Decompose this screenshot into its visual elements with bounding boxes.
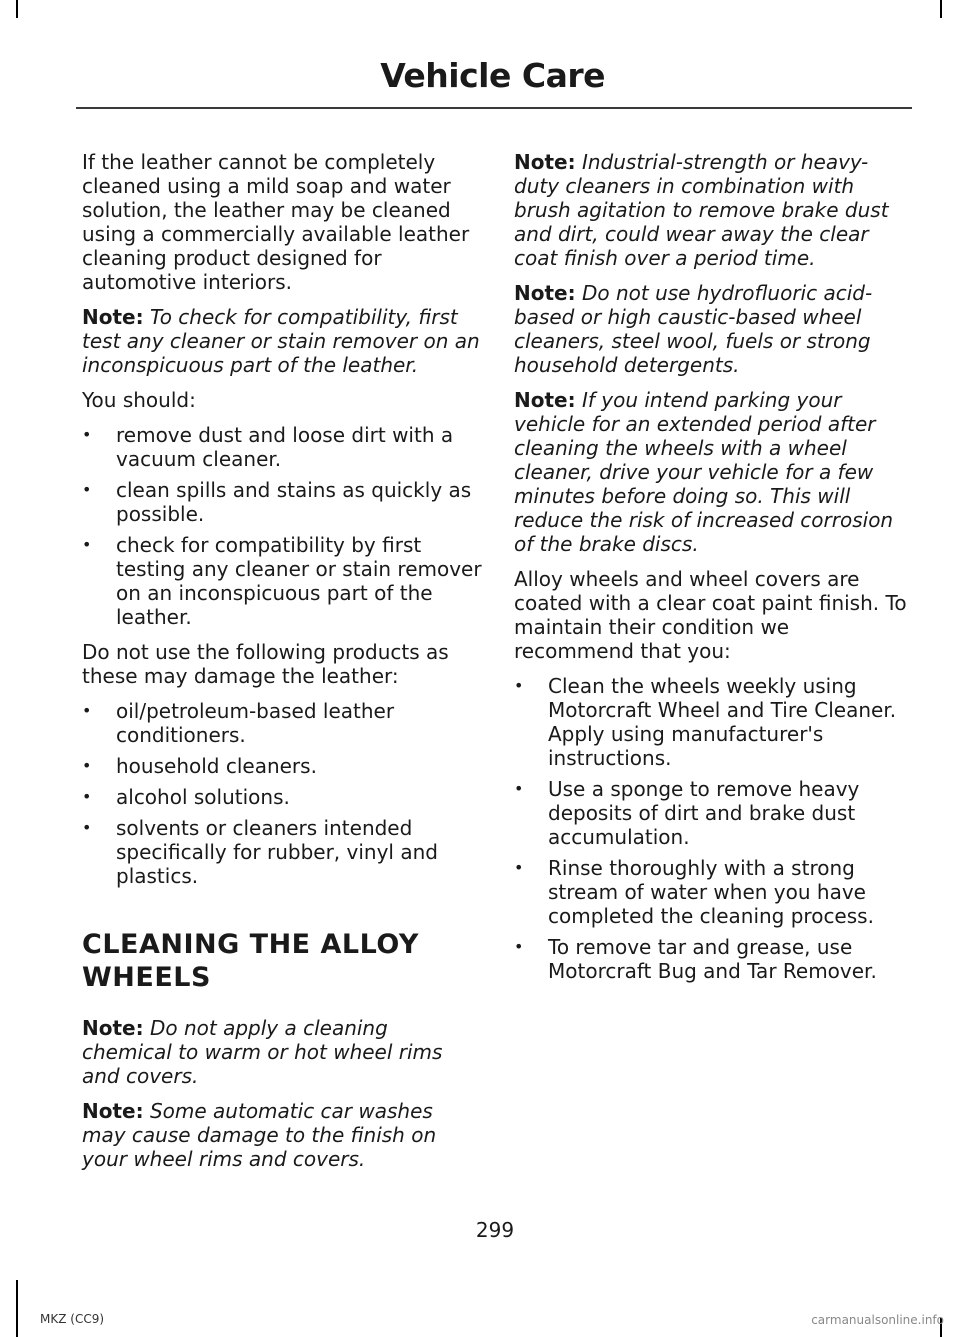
note-parking (514, 388, 910, 556)
note-label: Note: (514, 388, 576, 412)
intro-paragraph: If the leather cannot be completely cleaned using a mild soap and water solution, the leather may be cleaned using a commercially available leather cleaning product designed for automotive interiors. (82, 150, 470, 294)
recommend-list (514, 674, 910, 983)
should-list (82, 423, 482, 629)
list-item: • Clean the wheels weekly using Motorcraft Wheel and Tire Cleaner. Apply using manufacturer's instructions. (514, 674, 910, 770)
header-divider (76, 107, 912, 109)
note-text: Some automatic car washes may cause damage to the finish on your wheel rims and covers. (82, 1099, 437, 1171)
left-column (82, 150, 482, 1182)
note-text: Do not use hydrofluoric acid-based or high caustic-based wheel cleaners, steel wool, fuels or strong household detergents. (514, 281, 873, 377)
note-warm-rims (82, 1016, 482, 1088)
note-hydrofluoric (514, 281, 910, 377)
note-text: If you intend parking your vehicle for an extended period after cleaning the wheels with a wheel cleaner, drive your vehicle for a few minutes before doing so. This will reduce the risk of increased corrosion of the brake discs. (514, 388, 894, 556)
watermark: carmanualsonline.info (811, 1313, 944, 1327)
list-item: • Use a sponge to remove heavy deposits of dirt and brake dust accumulation. (514, 777, 910, 849)
alloy-intro-paragraph: Alloy wheels and wheel covers are coated with a clear coat paint finish. To maintain their condition we recommend that you: (514, 567, 907, 663)
list-item: • Rinse thoroughly with a strong stream of water when you have completed the cleaning process. (514, 856, 910, 928)
note-text: To check for compatibility, first test any cleaner or stain remover on an inconspicuous part of the leather. (82, 305, 480, 377)
note-label: Note: (82, 305, 144, 329)
list-item: • solvents or cleaners intended specifically for rubber, vinyl and plastics. (82, 816, 482, 888)
note-label: Note: (514, 281, 576, 305)
section-heading (82, 928, 482, 994)
footer-model: MKZ (CC9) (40, 1312, 105, 1326)
note-label: Note: (514, 150, 576, 174)
list-item: • clean spills and stains as quickly as possible. (82, 478, 482, 526)
list-item: • oil/petroleum-based leather conditioners. (82, 699, 482, 747)
note-label: Note: (82, 1016, 144, 1040)
note-industrial-cleaners (514, 150, 910, 270)
section-heading-line2: WHEELS (82, 962, 211, 993)
list-item: • remove dust and loose dirt with a vacuum cleaner. (82, 423, 482, 471)
list-item: • alcohol solutions. (82, 785, 482, 809)
you-should-label: You should: (82, 388, 196, 412)
right-column (514, 150, 910, 994)
note-text: Industrial-strength or heavy-duty cleaners in combination with brush agitation to remove brake dust and dirt, could wear away the clear coat finish over a period time. (514, 150, 889, 270)
list-item: • To remove tar and grease, use Motorcraft Bug and Tar Remover. (514, 935, 910, 983)
note-text: Do not apply a cleaning chemical to warm or hot wheel rims and covers. (82, 1016, 443, 1088)
page-number: 299 (475, 1218, 515, 1242)
avoid-list (82, 699, 482, 888)
list-item: • check for compatibility by first testing any cleaner or stain remover on an inconspicuous part of the leather. (82, 533, 482, 629)
section-heading-line1: CLEANING THE ALLOY (82, 929, 419, 960)
do-not-use-paragraph: Do not use the following products as these may damage the leather: (82, 640, 449, 688)
crop-mark-top-left (16, 0, 18, 18)
crop-mark-bottom-left (16, 1280, 18, 1337)
note-car-washes (82, 1099, 482, 1171)
list-item: • household cleaners. (82, 754, 482, 778)
note-label: Note: (82, 1099, 144, 1123)
note-compatibility (82, 305, 482, 377)
page-title: Vehicle Care (380, 56, 605, 95)
crop-mark-top-right (940, 0, 942, 18)
